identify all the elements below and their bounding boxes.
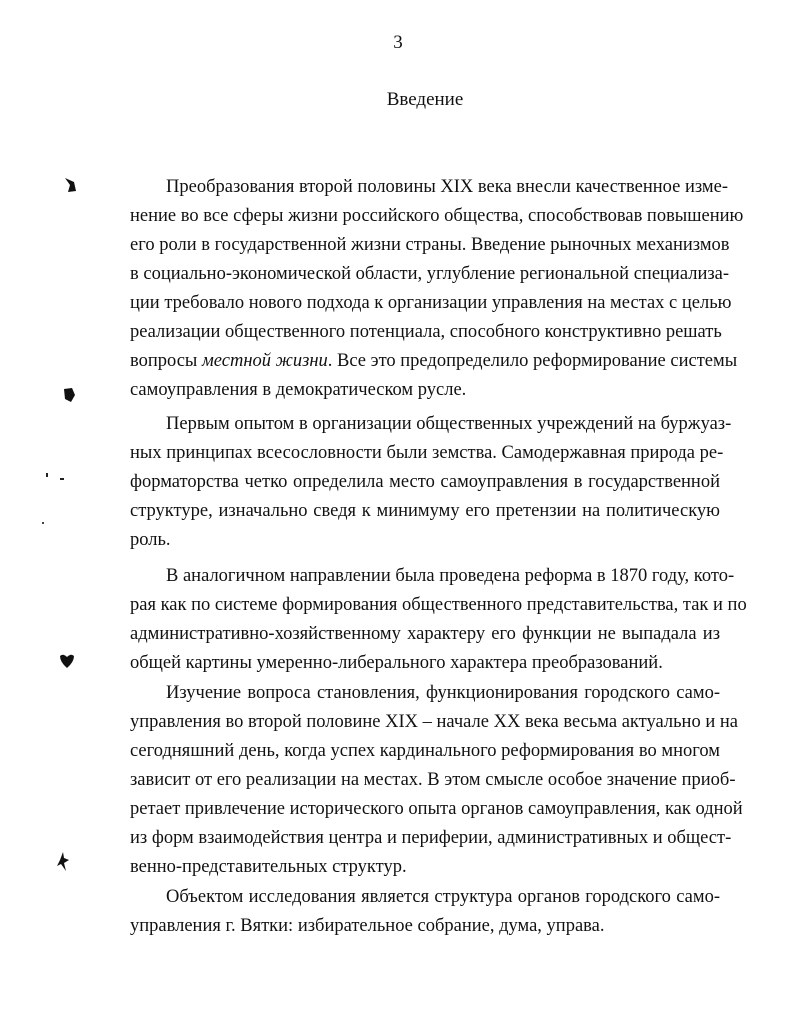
page-heading: Введение	[386, 89, 464, 110]
paragraph-line: административно-хозяйственному характеру его функции не выпадала из	[130, 624, 720, 644]
paragraph-line: ции требовало нового подхода к организации управления на местах с целью	[130, 293, 732, 313]
text-run: вопросы	[130, 351, 202, 371]
scan-mark-icon	[44, 470, 68, 484]
paragraph-line: управления во второй половине XIX – начале XX века весьма актуально и на	[130, 712, 738, 732]
paragraph-line: Изучение вопроса становления, функционирования городского само-	[166, 683, 720, 703]
paragraph-line: роль.	[130, 530, 171, 550]
text-run: . Все это предопределило реформирование системы	[327, 351, 738, 371]
paragraph-line: управления г. Вятки: избирательное собрание, дума, управа.	[130, 916, 605, 936]
paragraph-line: ретает привлечение исторического опыта органов самоуправления, как одной	[130, 799, 743, 819]
paragraph-line: рая как по системе формирования общественного представительства, так и по	[130, 595, 747, 615]
scan-mark-icon	[58, 652, 76, 670]
paragraph-line: венно-представительных структур.	[130, 857, 407, 877]
scan-mark-icon	[40, 520, 48, 528]
paragraph-line: структуре, изначально сведя к минимуму его претензии на политическую	[130, 501, 720, 521]
paragraph-line: В аналогичном направлении была проведена реформа в 1870 году, кото-	[166, 566, 735, 586]
paragraph-3	[130, 562, 747, 678]
paragraph-line: общей картины умеренно-либерального характера преобразований.	[130, 653, 663, 673]
paragraph-line: Преобразования второй половины XIX века внесли качественное изме-	[166, 177, 728, 197]
paragraph-line: нение во все сферы жизни российского общества, способствовав повышению	[130, 206, 744, 226]
paragraph-line: форматорства четко определила место самоуправления в государственной	[130, 472, 720, 492]
paragraph-5	[130, 883, 720, 941]
page-number: 3	[393, 32, 403, 53]
italic-phrase: местной жизни	[202, 351, 328, 371]
paragraph-line: из форм взаимодействия центра и периферии, административных и общест-	[130, 828, 732, 848]
paragraph-line: Первым опытом в организации общественных учреждений на буржуаз-	[166, 414, 732, 434]
paragraph-line: ных принципах всесословности были земства. Самодержавная природа ре-	[130, 443, 724, 463]
paragraph-line: сегодняшний день, когда успех кардинального реформирования во многом	[130, 741, 720, 761]
paragraph-2	[130, 410, 732, 555]
paragraph-line: реализации общественного потенциала, способного конструктивно решать	[130, 322, 722, 342]
paragraph-line: его роли в государственной жизни страны. Введение рыночных механизмов	[130, 235, 730, 255]
paragraph-1	[130, 173, 744, 405]
paragraph-line: в социально-экономической области, углубление региональной специализа-	[130, 264, 730, 284]
scan-mark-icon	[60, 386, 78, 404]
scan-mark-icon	[62, 176, 80, 194]
paragraph-line: самоуправления в демократическом русле.	[130, 380, 467, 400]
paragraph-line: зависит от его реализации на местах. В этом смысле особое значение приоб-	[130, 770, 736, 790]
paragraph-line	[130, 347, 738, 376]
paragraph-line: Объектом исследования является структура органов городского само-	[166, 887, 720, 907]
scan-mark-icon	[54, 850, 72, 874]
paragraph-4	[130, 679, 743, 882]
